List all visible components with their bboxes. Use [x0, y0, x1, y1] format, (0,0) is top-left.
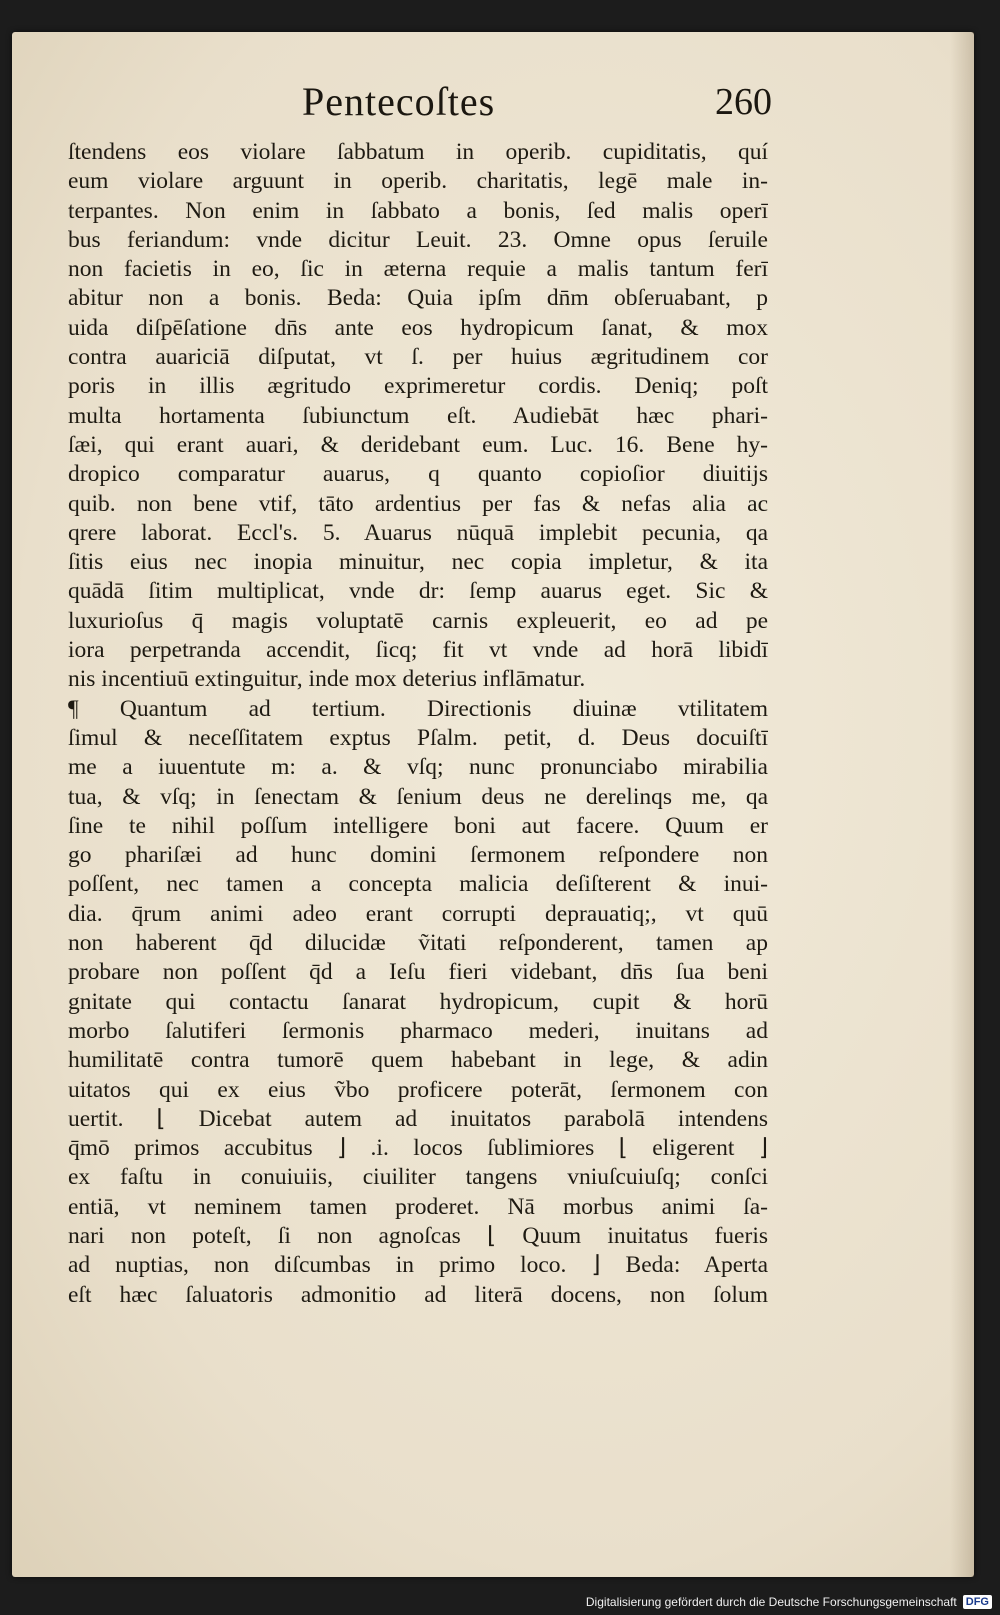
digitization-footer — [586, 1591, 992, 1613]
text-line: ex faſtu in conuiuiis, ciuiliter tangens vniuſcuiuſq; conſci — [68, 1164, 768, 1191]
text-line: ſimul & neceſſitatem exptus Pſalm. petit, d. Deus docuiſtī — [68, 724, 768, 751]
text-line: uida diſpēſatione dn̄s ante eos hydropicum ſanat, & mox — [68, 314, 768, 341]
dfg-logo: DFG — [963, 1595, 992, 1609]
text-line: tua, & vſq; in ſenectam & ſenium deus ne derelinqs me, qa — [68, 783, 768, 810]
text-line: eum violare arguunt in operib. charitatis, legē male in- — [68, 168, 768, 195]
text-line: poris in illis ægritudo exprimeretur cordis. Deniq; poſt — [68, 373, 768, 400]
text-line: morbo ſalutiferi ſermonis pharmaco mederi, inuitans ad — [68, 1017, 768, 1044]
text-line: nari non poteſt, ſi non agnoſcas ⌊ Quum inuitatus fueris — [68, 1222, 768, 1249]
text-line: iora perpetranda accendit, ſicq; fit vt vnde ad horā libidī — [68, 637, 768, 664]
text-line: poſſent, nec tamen a concepta malicia deſiſterent & inui- — [68, 871, 768, 898]
running-head-title: Pentecoſtes — [302, 79, 496, 124]
text-line: dropico comparatur auarus, q quanto copioſior diuitijs — [68, 461, 768, 488]
paragraph-start-line: ¶ Quantum ad tertium. Directionis diuinæ vtilitatem — [68, 695, 768, 722]
footer-text: Digitalisierung gefördert durch die Deutsche Forschungsgemeinschaft — [585, 1595, 957, 1609]
text-line: quib. non bene vtif, tāto ardentius per fas & nefas alia ac — [68, 490, 768, 517]
text-line: entiā, vt neminem tamen proderet. Nā morbus animi ſa- — [68, 1193, 768, 1220]
text-line: uertit. ⌊ Dicebat autem ad inuitatos parabolā intendens — [68, 1105, 768, 1132]
text-line: nis incentiuū extinguitur, inde mox deterius inflāmatur. — [68, 666, 586, 693]
body-text — [68, 138, 768, 1310]
text-line: quādā ſitim multiplicat, vnde dr: ſemp auarus eget. Sic & — [68, 578, 768, 605]
text-line: contra auariciā diſputat, vt ſ. per huius ægritudinem cor — [68, 344, 768, 371]
text-line: qrere laborat. Eccl's. 5. Auarus nūquā implebit pecunia, qa — [68, 519, 768, 546]
text-line: abitur non a bonis. Beda: Quia ipſm dn̄m obſeruabant, p — [68, 285, 768, 312]
text-line: eſt hæc ſaluatoris admonitio ad literā docens, non ſolum — [68, 1281, 768, 1308]
text-line: me a iuuentute m: a. & vſq; nunc pronunciabo mirabilia — [68, 754, 768, 781]
text-line: non facietis in eo, ſic in æterna requie a malis tantum ferī — [68, 256, 768, 283]
text-line: probare non poſſent q̄d a Ieſu fieri videbant, dn̄s ſua beni — [68, 959, 768, 986]
text-line: q̄mō primos accubitus ⌋ .i. locos ſublimiores ⌊ eligerent ⌋ — [68, 1135, 768, 1162]
text-line: multa hortamenta ſubiunctum eſt. Audiebāt hæc phari- — [68, 402, 768, 429]
text-line: uitatos qui ex eius ṽbo proficere poterāt, ſermonem con — [68, 1076, 768, 1103]
running-head — [302, 78, 772, 138]
text-line: ſæi, qui erant auari, & deridebant eum. Luc. 16. Bene hy- — [68, 431, 768, 458]
text-line: go phariſæi ad hunc domini ſermonem reſpondere non — [68, 842, 768, 869]
page-edge-shadow — [950, 32, 974, 1577]
folio-number: 260 — [715, 81, 772, 123]
text-line: bus feriandum: vnde dicitur Leuit. 23. Omne opus ſeruile — [68, 226, 768, 253]
text-line: humilitatē contra tumorē quem habebant in lege, & adin — [68, 1047, 768, 1074]
text-line: ſitis eius nec inopia minuitur, nec copia impletur, & ita — [68, 549, 768, 576]
book-page — [12, 32, 974, 1577]
text-line: gnitate qui contactu ſanarat hydropicum, cupit & horū — [68, 988, 768, 1015]
text-line: terpantes. Non enim in ſabbato a bonis, ſed malis operī — [68, 197, 768, 224]
text-line: dia. q̄rum animi adeo erant corrupti deprauatiq;, vt quū — [68, 900, 768, 927]
text-line: luxurioſus q̄ magis voluptatē carnis expleuerit, eo ad pe — [68, 607, 768, 634]
text-line: ſine te nihil poſſum intelligere boni aut facere. Quum er — [68, 812, 768, 839]
text-line: ſtendens eos violare ſabbatum in operib. cupiditatis, quí — [68, 139, 768, 165]
text-line: ad nuptias, non diſcumbas in primo loco. ⌋ Beda: Aperta — [68, 1252, 768, 1279]
text-line: non haberent q̄d dilucidæ ṽitati reſponderent, tamen ap — [68, 930, 768, 957]
